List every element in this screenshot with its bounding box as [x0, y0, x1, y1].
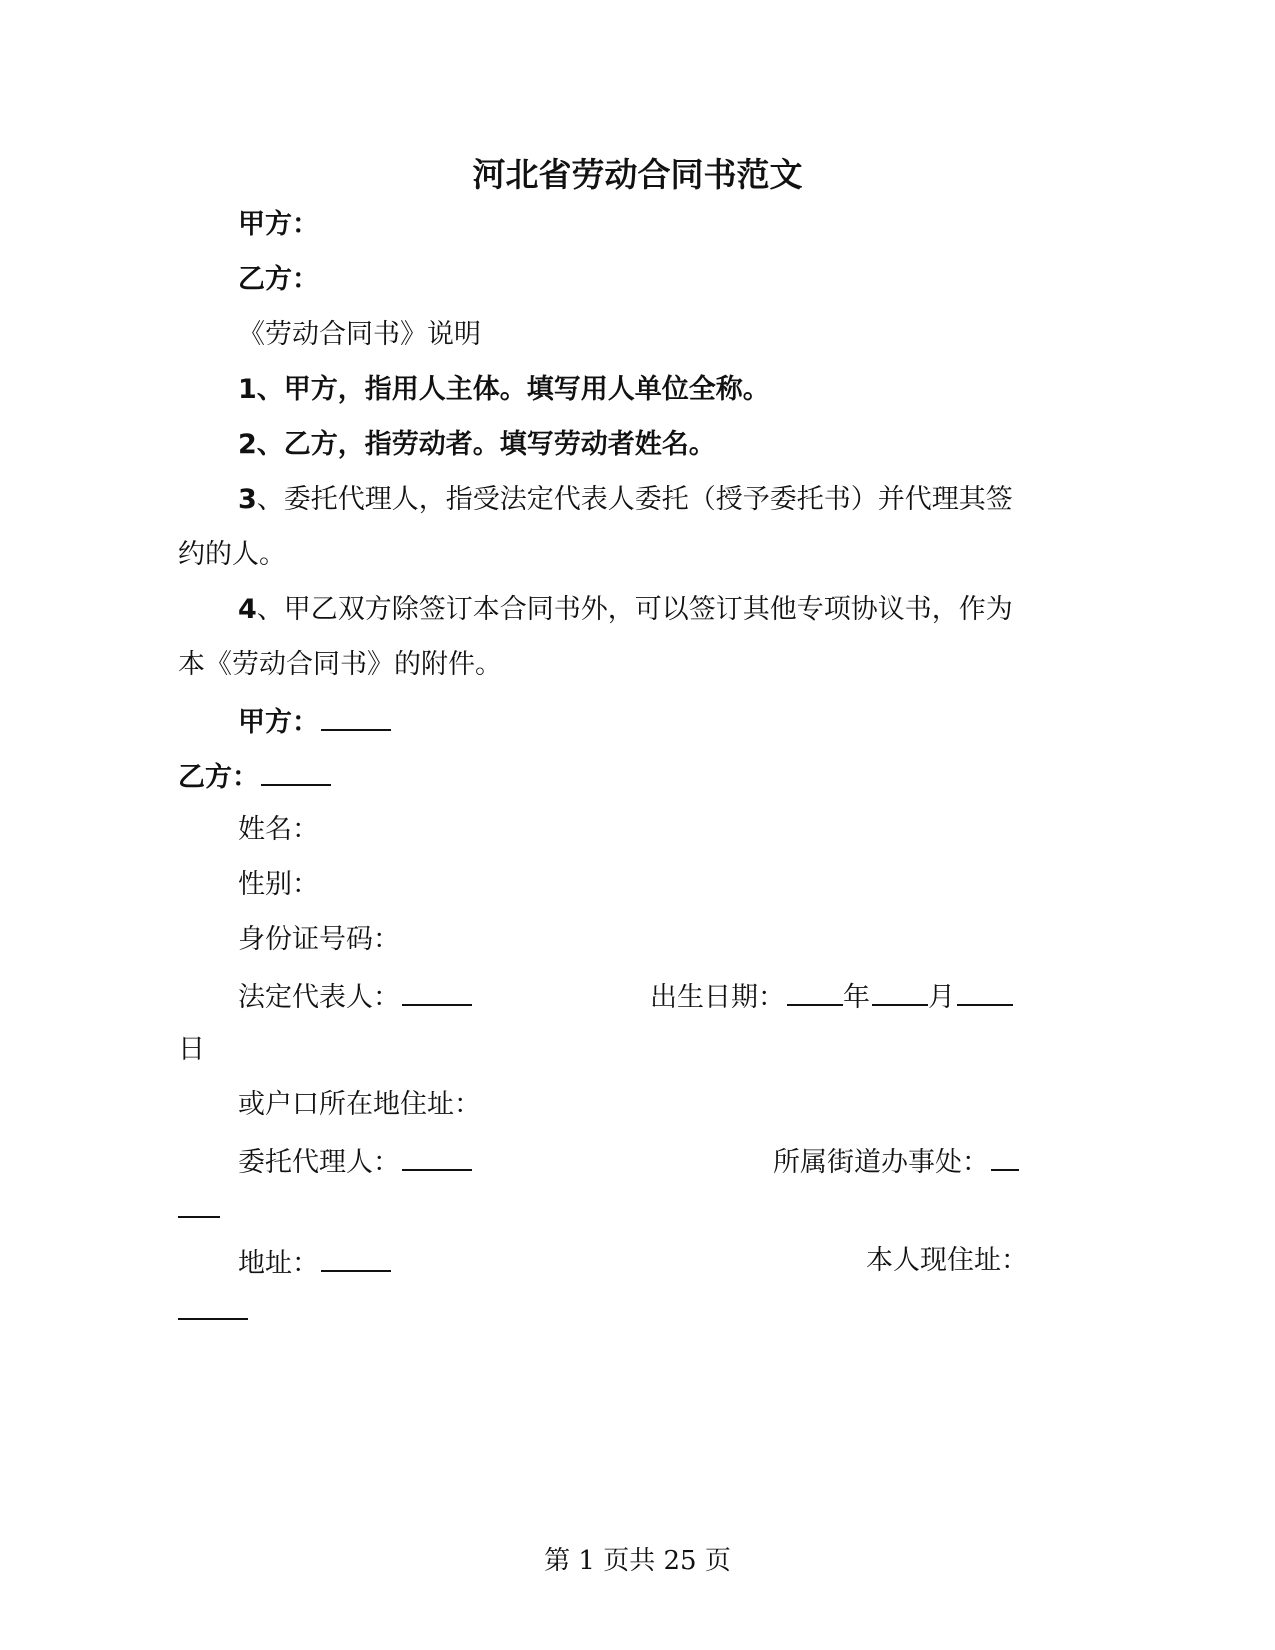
- note-3-text: 、委托代理人，指受法定代表人委托（授予委托书）并代理其签: [256, 484, 1013, 515]
- birth-day-blank[interactable]: [957, 978, 1013, 1006]
- party-b-sign-row: [0, 758, 1275, 795]
- street-office-blank-part-1[interactable]: [991, 1143, 1019, 1171]
- note-4-number: 4: [238, 594, 257, 625]
- current-address-blank[interactable]: [178, 1292, 248, 1320]
- address-field: [238, 1244, 391, 1281]
- gender-label: 性别：: [238, 869, 319, 900]
- current-address-label: 本人现住址：: [866, 1245, 1028, 1276]
- notes-heading: 《劳动合同书》说明: [238, 319, 481, 350]
- street-office-continuation: [0, 1190, 1275, 1227]
- agent-label: 委托代理人：: [238, 1147, 400, 1178]
- month-label: 月: [928, 982, 955, 1013]
- street-office-blank-part-2[interactable]: [178, 1190, 220, 1218]
- birth-date-label: 出生日期：: [650, 982, 785, 1013]
- note-2: 2、乙方，指劳动者。填写劳动者姓名。: [238, 429, 716, 460]
- legal-rep-label: 法定代表人：: [238, 982, 400, 1013]
- legal-rep-field: [238, 978, 472, 1015]
- party-a-header: [0, 208, 1275, 242]
- legal-rep-blank[interactable]: [402, 978, 472, 1006]
- party-a-sign-blank[interactable]: [321, 703, 391, 731]
- party-a-sign-label: 甲方：: [238, 707, 319, 738]
- current-address-continuation: [0, 1292, 1275, 1329]
- party-b-sign-label: 乙方：: [178, 762, 259, 793]
- note-3-number: 3: [238, 484, 257, 515]
- party-b-sign-blank[interactable]: [261, 758, 331, 786]
- note-1: 1、甲方，指用人主体。填写用人单位全称。: [238, 374, 770, 405]
- street-office-field: [773, 1143, 1019, 1180]
- address-blank[interactable]: [321, 1244, 391, 1272]
- birth-month-blank[interactable]: [872, 978, 928, 1006]
- birth-date-field: [650, 978, 1013, 1015]
- current-address-field: [866, 1244, 1028, 1278]
- note-4-text: 、甲乙双方除签订本合同书外，可以签订其他专项协议书，作为: [256, 594, 1013, 625]
- note-3-line-1: [0, 483, 1275, 517]
- agent-field: [238, 1143, 472, 1180]
- party-b-header: [0, 263, 1275, 297]
- party-a-sign-row: [0, 703, 1275, 740]
- note-4-line-2: 本《劳动合同书》的附件。: [178, 649, 502, 680]
- birth-year-blank[interactable]: [787, 978, 843, 1006]
- address-label: 地址：: [238, 1248, 319, 1279]
- year-label: 年: [843, 982, 870, 1013]
- id-number-label: 身份证号码：: [238, 924, 400, 955]
- page-footer: 第 1 页共 25 页: [544, 1546, 731, 1576]
- street-office-label: 所属街道办事处：: [773, 1147, 989, 1178]
- agent-blank[interactable]: [402, 1143, 472, 1171]
- note-4-line-1: [0, 593, 1275, 627]
- document-title: 河北省劳动合同书范文: [472, 155, 803, 194]
- party-b-label: 乙方：: [238, 264, 319, 295]
- hukou-address-label: 或户口所在地住址：: [238, 1089, 481, 1120]
- note-3-line-2: 约的人。: [178, 539, 286, 570]
- party-a-label: 甲方：: [238, 209, 319, 240]
- name-label: 姓名：: [238, 814, 319, 845]
- day-label: 日: [178, 1034, 205, 1065]
